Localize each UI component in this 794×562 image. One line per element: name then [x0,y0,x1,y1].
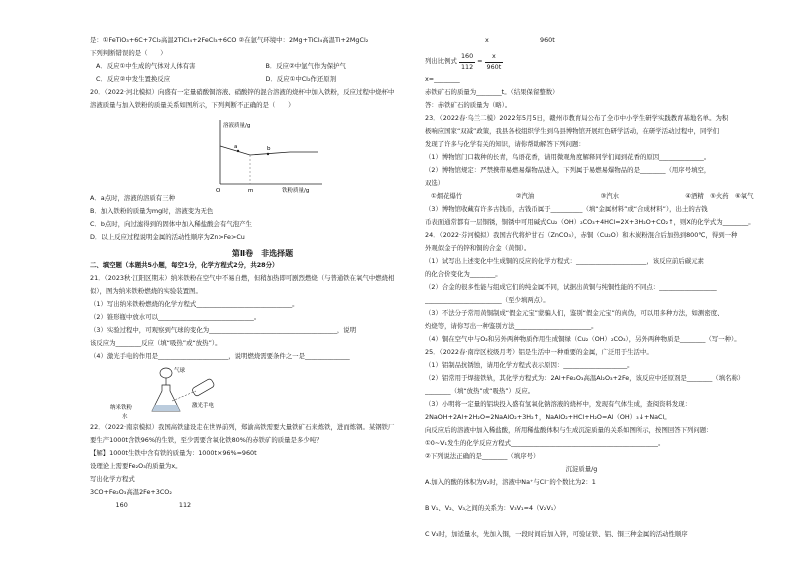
value-960t: 960t [540,36,555,44]
question-24-line: （3）不法分子常用黄铜制成“假金元宝”蒙骗人们，鉴别“假金元宝”的真伪，可以用多种方法，如测密度、 [425,309,724,317]
option-d: D．以上反应过程说明金属的活动性顺序为Zn>Fe>Cu [90,233,245,241]
section-intro: 二、填空题（本题共5小题，每空1分，化学方程式2分，共28分） [90,261,279,270]
point-b [267,153,269,155]
iron-powder-label: 纳米铁粉 [110,405,133,412]
question-25-line: A.加入的酸的体积为V₂时，溶液中Na⁺与Cl⁻的个数比为2：1 [425,478,596,486]
question-23-line: （3）博物馆收藏有许多古钱币，古钱币属于__________（填“金属材料”或“合成材料”），出土的古钱 [425,205,708,213]
question-24-line: 灼烧等，请你写出一种鉴别方法________________________。 [425,322,598,330]
mass-graph-svg [210,114,330,194]
question-21-line: （4）激光手电的作用是______________________，说明燃烧需要条件之一是______________ [90,352,350,361]
question-23-line: （1）博物馆门口栽种的长青，鸟语花香，请用微观角度解释同学们闻到花香的原因______________。 [425,153,711,161]
question-20-stem: 20．（2022·河北模拟）向盛有一定量硝酸铜溶液、硝酸锌的混合溶液的烧杯中加入铁粉，反应过程中烧杯中 [90,88,395,96]
left-column [90,36,435,514]
laser-beam [172,391,196,401]
choice-2: ②汽油 [515,192,535,200]
proportion-row [425,49,770,75]
value-x: x [485,36,489,44]
balloon-shape [160,368,172,378]
laser-label: 激光手电 [192,403,215,410]
question-24-line: （2）合金的很多性能与组成它们的纯金属不同，试据出黄铜与纯铜性能的不同点：__________________ [425,283,717,291]
question-25-line [425,491,770,504]
choice-1: ①烟花爆竹 [431,192,463,200]
fraction-right-num: x [485,52,504,63]
choice-3: ③汽水 [600,192,620,200]
question-22-line: 22．（2022·南京模拟）我国高铁建设走在世界前列，郑渝高铁需要大量铁矿石来炼铁，进而炼钢。某钢铁厂 [90,423,395,432]
question-24-line: （1）试写出上述变化中生成铜的反应的化学方程式：______________________，该反应前后碳元素 [425,257,704,265]
fraction-left-den: 112 [460,62,474,71]
question-21-line: （2）锥形瓶中放水可以______________________________。 [90,313,261,322]
question-21-line: 似），图为纳米铁粉燃烧的实验装置图。 [90,287,202,296]
m-label: m [248,188,254,194]
option-d: D．反应①中Cl₂作还原剂 [265,75,337,83]
question-25-line: （2）铝常用于焊接铁轨，其化学方程式为：2Al+Fe₂O₃高温Al₂O₃+2Fe，该反应中还原剂是________（填名称） [425,374,745,382]
balloon-label: 气球 [174,368,186,375]
question-22-line: 要生产1000t含铁96%的生铁，至少需要含氧化铁80%的赤铁矿的质量是多少吨？ [90,436,323,445]
origin-label: O [216,188,221,194]
question-23-line: 币表面通常都有一层铜锈，铜锈中可用碱式Cu₂（OH）₂CO₃+4HCl=2X+3H₂O+CO₂↑，则X的化学式为________。 [425,218,755,226]
text-line: 是：①FeTiO₃+6C+7Cl₂高温2TiCl₄+2FeCl₃+6CO ②在氩气环境中：2Mg+TiCl₄高温Ti+2MgCl₂ [90,36,369,44]
option-c: C．b点时，向过滤得到的固体中加入稀盐酸会有气泡产生 [90,220,252,228]
question-25-line: 向反应后的溶液中加入稀盐酸，所用稀盐酸体积与生成沉淀质量的关系如图所示，按图回答下列问题： [425,426,713,434]
question-25-line: 沉淀质量/g [425,465,598,473]
point-a [237,150,239,152]
question-22-line: 【解】1000t生铁中含有铁的质量为：1000t×96%=960t [90,449,257,458]
question-25-line: （1）铝制品抗锈蚀，请用化学方程式表示原因：____________________。 [425,361,634,369]
question-24-line: 24．（2022·芬河模拟）我国古代将炉甘石（ZnCO₃），赤铜（Cu₂O）和木炭粉混合后加热到800℃，得到一种 [425,231,738,239]
question-24-line: ________________________（至少填两点）。 [425,296,550,304]
question-22-line: 160 112 [90,501,192,510]
answer-line: 答：赤铁矿石的质量为（略）。 [425,101,512,109]
fraction-right [485,52,504,73]
fraction-right-den: 960t [486,62,502,71]
options-row [90,75,435,88]
question-25-line: 2NaOH+2Al+2H₂O=2NaAlO₂+3H₂↑，NaAlO₂+HCl+H₂O=Al（OH）₃↓+NaCl。 [425,413,671,421]
right-column [425,36,770,543]
fraction-left-num: 160 [459,52,475,63]
question-24-line: 外观似金子的锌和铜的合金（黄铜）。 [425,244,531,252]
question-22-line: 设理论上需要Fe₂O₃的质量为x。 [90,462,182,471]
question-24-line: （4）铜在空气中与O₂和另外两种物质作用生成铜绿（Cu₂（OH）₂CO₃），另外两种物质是________（写一种）。 [425,335,741,343]
question-25-line [425,517,770,530]
label-a: a [234,144,238,150]
question-25-line: ________（填“放热”或“吸热”）反应。 [425,387,535,395]
answer-line: 赤铁矿石的质量为________t。（结果保留整数） [425,88,559,96]
question-25-line: ②下列说法正确的是________（填序号） [425,452,540,460]
fraction-left [459,52,475,73]
mass-graph [210,114,435,194]
question-23-line: 23．（2022春·乌兰二模）2022年5月5日，赣州市教育局公布了全市中小学生研学实践教育基地名单。为积 [425,114,729,122]
question-21-line: （3）实验过程中，可观察到气球的变化为________________________________________，说明 [90,326,357,335]
question-25-line: ①0~V₁发生的化学反应方程式______________________________________________。 [425,439,665,447]
choice-4: ④酒精 ⑤火药 ⑥氧气 [685,192,754,200]
question-23-line: 双选） [425,179,445,187]
section-title: 第Ⅱ卷 非选择题 [231,249,294,258]
question-25-line: B V₁、V₂、V₃之间的关系为：V₃V₁=4（V₂V₁） [425,504,560,512]
question-23-line: 发现了许多与化学有关的知识，请你帮助解答下列问题： [425,140,585,148]
question-22-line: 3CO+Fe₂O₃高温2Fe+3CO₂ [90,488,172,497]
question-21-line: 21．（2023秋·江阳区期末）纳米铁粉在空气中不易自燃，但稍加热即可剧烈燃烧（与普通铁在氧气中燃烧相 [90,274,395,283]
laser-body [191,378,215,397]
options-row [90,62,435,75]
experiment-apparatus [100,365,435,423]
option-a: A．反应①中生成的气体对人体有害 [96,62,196,70]
question-23-line: 极响应国家“双减”政策，我县各校组织学生到乌县博物馆开展红色研学活动，在研学活动过程中，同学们 [425,127,720,135]
apparatus-svg [100,365,260,423]
question-21-line: 该反应为________反应（填“吸热”或“放热”）。 [90,339,222,348]
x-axis-label: 铁粉质量/g [282,188,310,194]
question-23-line: （2）博物馆规定：严禁携带易燃易爆物品进入，下列属于易燃易爆物品的是________（用序号填空， [425,166,711,174]
question-20-stem: 溶液质量与加入铁粉的质量关系如图所示，下列判断不正确的是（ ） [90,101,295,109]
equation-values-row [425,36,770,49]
equals-sign: = [477,57,483,66]
question-25-line: 25．（2022春·南岸区校级月考）铝是生活中一种重要的金属，广泛用于生活中。 [425,348,653,356]
label-b: b [267,146,271,152]
option-b: B．加入铁粉的质量为mg时，溶液变为无色 [90,207,214,215]
option-c: C．反应②中发生置换反应 [96,75,171,83]
y-axis-label: 溶液质量/g [223,123,251,129]
options-row [425,192,770,205]
answer-line: x=________ [425,75,460,83]
option-b: B．反应②中氩气作为保护气 [265,62,346,70]
proportion-label: 列出比例式 [425,57,457,66]
question-25-line: （3）小明将一定量的铝块投入盛有氢氧化钠溶液的烧杯中，发现有气体生成，查阅资料发现： [425,400,692,408]
water-shape [152,405,180,411]
water-label: 水 [122,414,128,421]
question-22-line: 写出化学方程式 [90,475,135,484]
question-24-line: 的化合价变化为________。 [425,270,502,278]
question-21-line: （1）写出纳米铁粉燃烧的化学方程式______________________________。 [90,300,299,309]
text-line: 下列判断错误的是（ ） [90,49,167,57]
question-25-line: C V₃时，加适量水，先加入铜，一段时间后加入锌，可验证铁、铝、铜三种金属的活动性顺序 [425,530,688,538]
option-a: A．a点时，溶液的溶质有三种 [90,194,175,202]
